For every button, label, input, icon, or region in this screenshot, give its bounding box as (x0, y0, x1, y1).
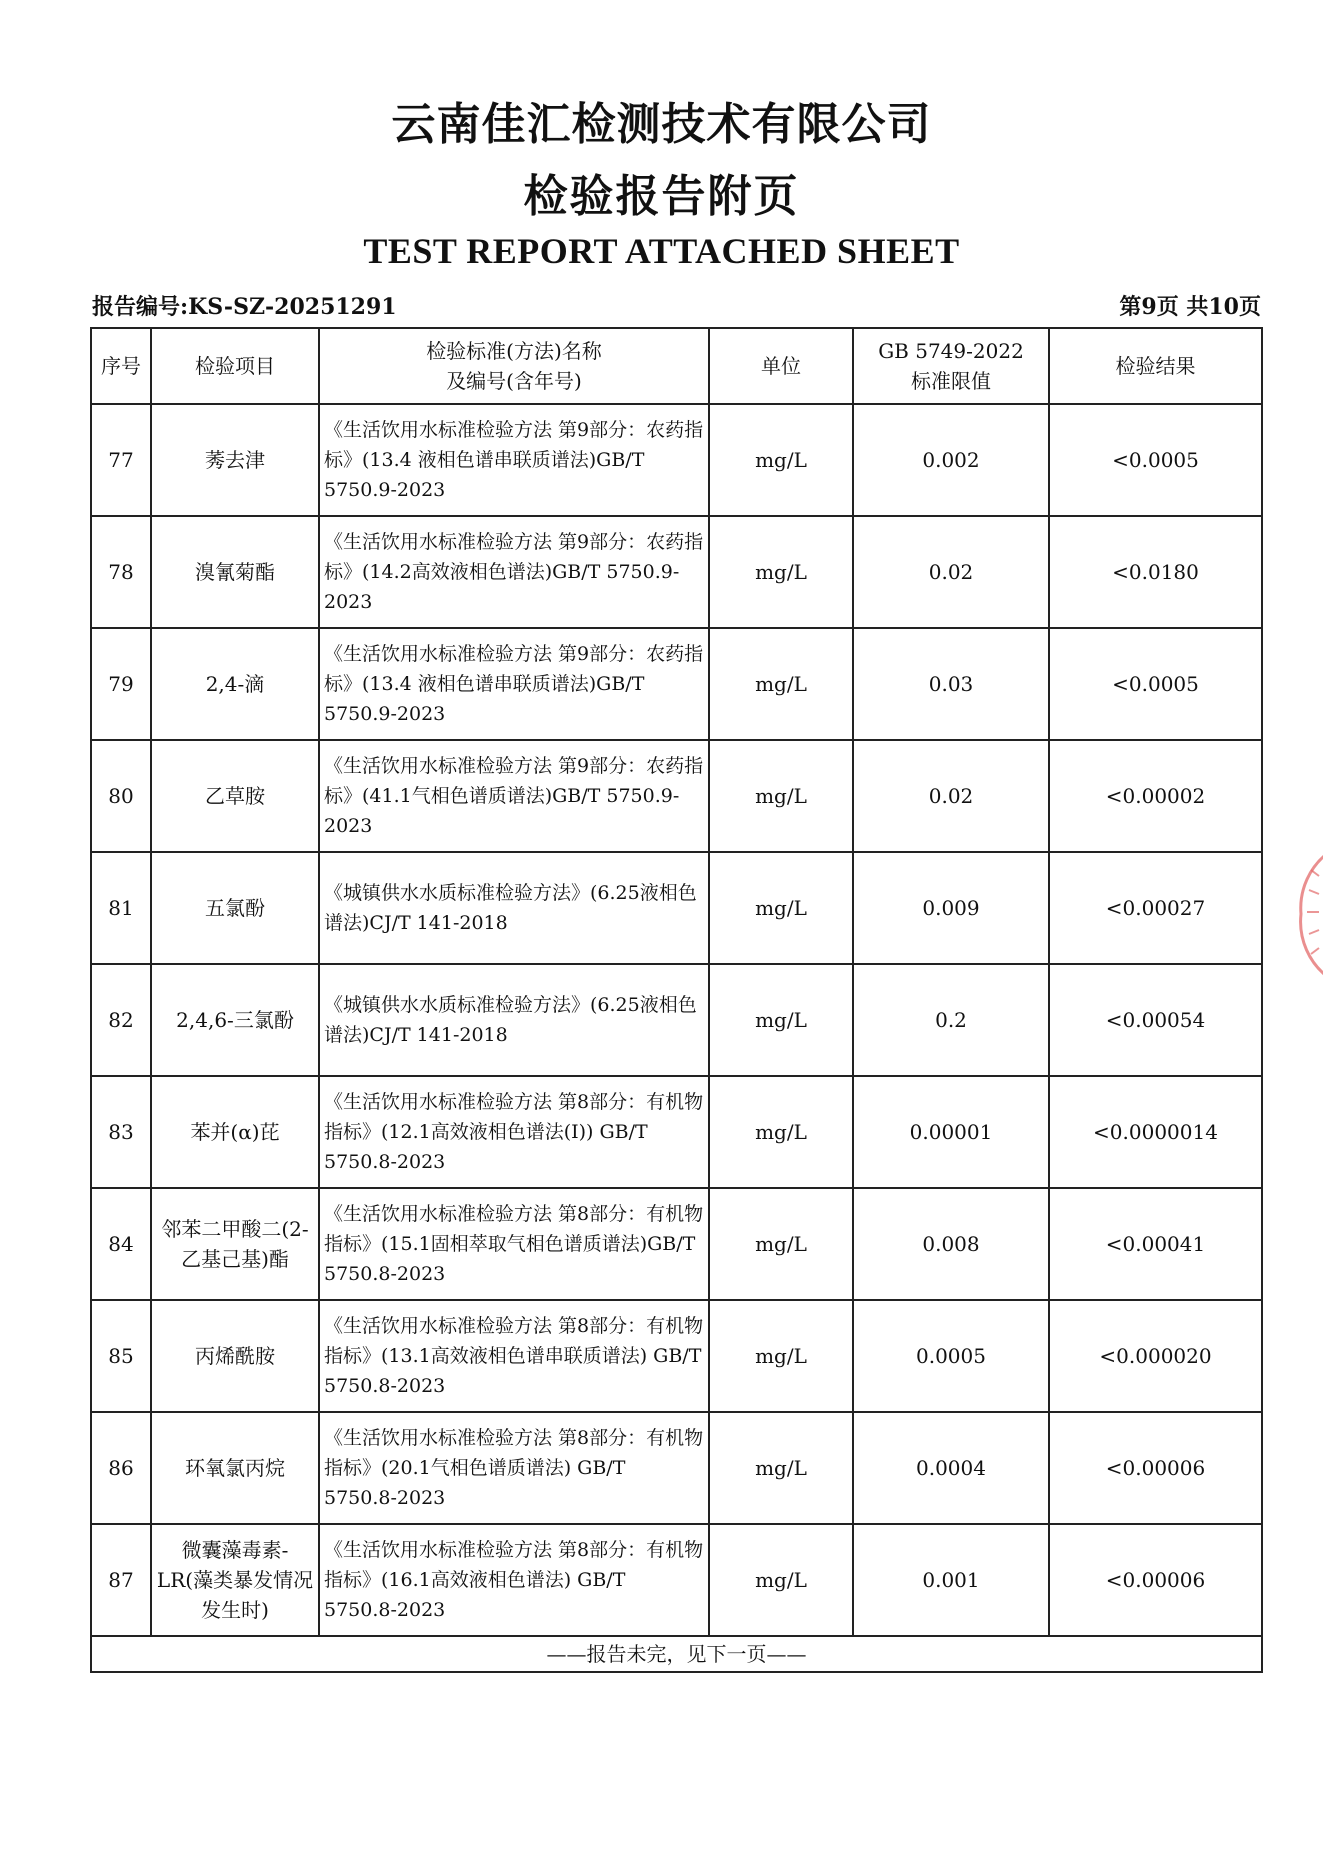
row-standard-limit: 0.0004 (853, 1412, 1049, 1524)
row-test-result: <0.00027 (1049, 852, 1262, 964)
table-row (91, 852, 1262, 964)
header-limit-line2: 标准限值 (911, 369, 991, 393)
row-number: 78 (91, 516, 151, 628)
row-unit: mg/L (709, 1188, 853, 1300)
row-test-method: 《生活饮用水标准检验方法 第9部分：农药指标》(41.1气相色谱质谱法)GB/T 5750.9-2023 (319, 740, 709, 852)
row-test-item: 2,4,6-三氯酚 (151, 964, 319, 1076)
row-test-method: 《生活饮用水标准检验方法 第8部分：有机物指标》(20.1气相色谱质谱法) GB/T 5750.8-2023 (319, 1412, 709, 1524)
header-method-line2: 及编号(含年号) (446, 369, 582, 393)
row-standard-limit: 0.03 (853, 628, 1049, 740)
row-test-result: <0.0005 (1049, 404, 1262, 516)
report-title-en: TEST REPORT ATTACHED SHEET (363, 231, 960, 271)
row-number: 80 (91, 740, 151, 852)
row-unit: mg/L (709, 1412, 853, 1524)
row-test-result: <0.0180 (1049, 516, 1262, 628)
table-row (91, 404, 1262, 516)
row-unit: mg/L (709, 1300, 853, 1412)
row-test-item: 五氯酚 (151, 852, 319, 964)
row-number: 81 (91, 852, 151, 964)
table-header-row (91, 328, 1262, 404)
table-row (91, 1524, 1262, 1636)
seal-stamp-edge (1289, 850, 1323, 980)
row-unit: mg/L (709, 1524, 853, 1636)
table-row (91, 740, 1262, 852)
table-row (91, 516, 1262, 628)
row-test-method: 《生活饮用水标准检验方法 第8部分：有机物指标》(16.1高效液相色谱法) GB/T 5750.8-2023 (319, 1524, 709, 1636)
row-test-item: 苯并(α)芘 (151, 1076, 319, 1188)
table-row (91, 1076, 1262, 1188)
row-unit: mg/L (709, 628, 853, 740)
row-unit: mg/L (709, 852, 853, 964)
row-number: 83 (91, 1076, 151, 1188)
row-number: 84 (91, 1188, 151, 1300)
page-indicator: 第9页 共10页 (1119, 294, 1261, 320)
header-no: 序号 (91, 328, 151, 404)
row-unit: mg/L (709, 516, 853, 628)
header-unit: 单位 (709, 328, 853, 404)
row-standard-limit: 0.008 (853, 1188, 1049, 1300)
row-test-result: <0.00041 (1049, 1188, 1262, 1300)
row-test-result: <0.00002 (1049, 740, 1262, 852)
row-standard-limit: 0.02 (853, 740, 1049, 852)
row-standard-limit: 0.009 (853, 852, 1049, 964)
header-result: 检验结果 (1049, 328, 1262, 404)
header-method-line1: 检验标准(方法)名称 (426, 339, 602, 363)
row-test-method: 《生活饮用水标准检验方法 第9部分：农药指标》(13.4 液相色谱串联质谱法)GB/T 5750.9-2023 (319, 628, 709, 740)
continued-note: ——报告未完，见下一页—— (91, 1636, 1262, 1672)
row-number: 85 (91, 1300, 151, 1412)
header-limit (853, 328, 1049, 404)
table-row (91, 1300, 1262, 1412)
row-unit: mg/L (709, 404, 853, 516)
row-standard-limit: 0.001 (853, 1524, 1049, 1636)
row-standard-limit: 0.2 (853, 964, 1049, 1076)
results-table (90, 327, 1263, 1673)
report-title-cn: 检验报告附页 (523, 171, 800, 222)
row-number: 79 (91, 628, 151, 740)
row-test-method: 《城镇供水水质标准检验方法》(6.25液相色谱法)CJ/T 141-2018 (319, 964, 709, 1076)
row-standard-limit: 0.00001 (853, 1076, 1049, 1188)
row-test-result: <0.0005 (1049, 628, 1262, 740)
row-test-item: 乙草胺 (151, 740, 319, 852)
company-name: 云南佳汇检测技术有限公司 (391, 99, 932, 150)
row-test-item: 溴氰菊酯 (151, 516, 319, 628)
row-test-item: 莠去津 (151, 404, 319, 516)
row-test-item: 微囊藻毒素-LR(藻类暴发情况发生时) (151, 1524, 319, 1636)
row-standard-limit: 0.0005 (853, 1300, 1049, 1412)
row-test-method: 《生活饮用水标准检验方法 第8部分：有机物指标》(13.1高效液相色谱串联质谱法) GB/T 5750.8-2023 (319, 1300, 709, 1412)
report-number: 报告编号:KS-SZ-20251291 (92, 294, 397, 320)
row-test-item: 2,4-滴 (151, 628, 319, 740)
row-number: 77 (91, 404, 151, 516)
row-standard-limit: 0.02 (853, 516, 1049, 628)
row-test-result: <0.00054 (1049, 964, 1262, 1076)
header-limit-line1: GB 5749-2022 (878, 339, 1024, 363)
row-number: 86 (91, 1412, 151, 1524)
row-test-method: 《生活饮用水标准检验方法 第8部分：有机物指标》(15.1固相萃取气相色谱质谱法)GB/T 5750.8-2023 (319, 1188, 709, 1300)
row-test-method: 《生活饮用水标准检验方法 第8部分：有机物指标》(12.1高效液相色谱法(Ⅰ)) GB/T 5750.8-2023 (319, 1076, 709, 1188)
row-unit: mg/L (709, 1076, 853, 1188)
row-test-item: 丙烯酰胺 (151, 1300, 319, 1412)
row-test-result: <0.00006 (1049, 1524, 1262, 1636)
table-row (91, 1412, 1262, 1524)
row-test-result: <0.0000014 (1049, 1076, 1262, 1188)
table-row (91, 964, 1262, 1076)
header-item: 检验项目 (151, 328, 319, 404)
header-method (319, 328, 709, 404)
row-number: 82 (91, 964, 151, 1076)
row-number: 87 (91, 1524, 151, 1636)
row-test-result: <0.000020 (1049, 1300, 1262, 1412)
table-footer-row (91, 1636, 1262, 1672)
row-test-item: 邻苯二甲酸二(2-乙基己基)酯 (151, 1188, 319, 1300)
row-test-result: <0.00006 (1049, 1412, 1262, 1524)
table-row (91, 628, 1262, 740)
table-body (91, 404, 1262, 1636)
row-test-method: 《生活饮用水标准检验方法 第9部分：农药指标》(14.2高效液相色谱法)GB/T 5750.9-2023 (319, 516, 709, 628)
row-unit: mg/L (709, 740, 853, 852)
row-standard-limit: 0.002 (853, 404, 1049, 516)
row-test-method: 《城镇供水水质标准检验方法》(6.25液相色谱法)CJ/T 141-2018 (319, 852, 709, 964)
row-test-method: 《生活饮用水标准检验方法 第9部分：农药指标》(13.4 液相色谱串联质谱法)GB/T 5750.9-2023 (319, 404, 709, 516)
row-unit: mg/L (709, 964, 853, 1076)
row-test-item: 环氧氯丙烷 (151, 1412, 319, 1524)
table-row (91, 1188, 1262, 1300)
